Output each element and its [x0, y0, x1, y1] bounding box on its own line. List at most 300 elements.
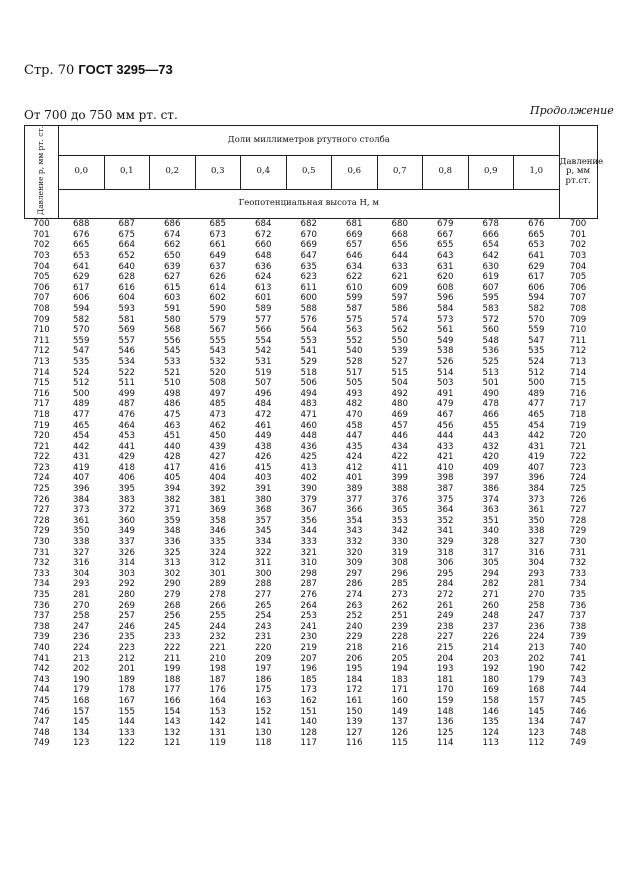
cell-value: 327 [73, 547, 90, 558]
cell-value: 428 [164, 452, 181, 463]
cell-value: 441 [118, 441, 135, 452]
cell-value: 666 [482, 229, 499, 240]
cell-value: 325 [164, 547, 181, 558]
height-cell [332, 484, 378, 537]
cell-value: 735 [569, 590, 587, 601]
cell-value: 343 [346, 526, 363, 537]
cell-value: 338 [73, 537, 90, 548]
height-cell [423, 696, 469, 749]
cell-value: 564 [300, 325, 317, 336]
cell-value: 741 [33, 653, 50, 664]
cell-value: 397 [482, 473, 499, 484]
page-header [24, 62, 173, 78]
height-cell [104, 378, 150, 431]
cell-value: 710 [33, 325, 50, 336]
cell-value: 252 [346, 611, 363, 622]
height-cell [286, 325, 332, 378]
cell-value: 709 [569, 314, 587, 325]
cell-value: 543 [209, 346, 226, 357]
cell-value: 723 [33, 462, 50, 473]
cell-value: 206 [346, 653, 363, 664]
cell-value: 249 [437, 611, 454, 622]
cell-value: 442 [73, 441, 90, 452]
cell-value: 704 [569, 261, 587, 272]
cell-value: 427 [209, 452, 226, 463]
cell-value: 728 [569, 515, 587, 526]
height-cell [514, 590, 560, 643]
cell-value: 568 [164, 325, 181, 336]
cell-value: 723 [569, 462, 587, 473]
cell-value: 560 [482, 325, 499, 336]
cell-value: 469 [391, 409, 408, 420]
cell-value: 556 [164, 335, 181, 346]
cell-value: 477 [528, 399, 545, 410]
cell-value: 514 [437, 367, 454, 378]
cell-value: 309 [346, 558, 363, 569]
cell-value: 461 [255, 420, 272, 431]
cell-value: 150 [346, 706, 363, 717]
cell-value: 440 [164, 441, 181, 452]
cell-value: 711 [33, 335, 50, 346]
cell-value: 501 [482, 378, 499, 389]
cell-value: 254 [255, 611, 272, 622]
cell-value: 727 [33, 505, 50, 516]
pressure-cell-left [25, 219, 59, 272]
cell-value: 614 [209, 282, 226, 293]
cell-value: 158 [482, 695, 499, 706]
height-cell [286, 431, 332, 484]
cell-value: 161 [346, 695, 363, 706]
cell-value: 163 [255, 695, 272, 706]
cell-value: 518 [300, 367, 317, 378]
cell-value: 350 [528, 515, 545, 526]
cell-value: 436 [300, 441, 317, 452]
height-cell [377, 484, 423, 537]
cell-value: 255 [209, 611, 226, 622]
cell-value: 628 [118, 272, 135, 283]
cell-value: 701 [33, 229, 50, 240]
cell-value: 361 [528, 505, 545, 516]
cell-value: 396 [528, 473, 545, 484]
cell-value: 559 [73, 335, 90, 346]
cell-value: 724 [33, 473, 50, 484]
cell-value: 580 [164, 314, 181, 325]
cell-value: 342 [391, 526, 408, 537]
cell-value: 653 [528, 240, 545, 251]
cell-value: 716 [569, 388, 587, 399]
cell-value: 334 [255, 537, 272, 548]
height-cell [59, 272, 105, 325]
cell-value: 192 [482, 664, 499, 675]
cell-value: 669 [300, 240, 317, 251]
height-cell [423, 431, 469, 484]
fraction-header: 0,0 [59, 155, 105, 189]
cell-value: 396 [73, 484, 90, 495]
cell-value: 577 [255, 314, 272, 325]
height-cell [468, 219, 514, 272]
cell-value: 711 [569, 335, 587, 346]
cell-value: 128 [300, 727, 317, 738]
cell-value: 114 [437, 738, 454, 749]
cell-value: 419 [528, 452, 545, 463]
height-cell [514, 484, 560, 537]
cell-value: 454 [528, 420, 545, 431]
cell-value: 145 [73, 717, 90, 728]
cell-value: 610 [346, 282, 363, 293]
cell-value: 745 [569, 695, 587, 706]
cell-value: 529 [300, 356, 317, 367]
cell-value: 376 [391, 494, 408, 505]
cell-value: 715 [33, 378, 50, 389]
cell-value: 318 [437, 547, 454, 558]
cell-value: 717 [33, 399, 50, 410]
cell-value: 476 [118, 409, 135, 420]
cell-value: 289 [209, 579, 226, 590]
cell-value: 420 [482, 452, 499, 463]
cell-value: 263 [346, 600, 363, 611]
cell-value: 247 [528, 611, 545, 622]
cell-value: 540 [346, 346, 363, 357]
cell-value: 386 [482, 484, 499, 495]
height-cell [195, 431, 241, 484]
cell-value: 739 [569, 632, 587, 643]
cell-value: 327 [528, 537, 545, 548]
cell-value: 669 [346, 229, 363, 240]
cell-value: 224 [528, 632, 545, 643]
cell-value: 582 [528, 303, 545, 314]
cell-value: 261 [437, 600, 454, 611]
height-cell [286, 696, 332, 749]
cell-value: 458 [346, 420, 363, 431]
cell-value: 620 [437, 272, 454, 283]
cell-value: 305 [482, 558, 499, 569]
cell-value: 330 [391, 537, 408, 548]
cell-value: 676 [73, 229, 90, 240]
cell-value: 373 [528, 494, 545, 505]
cell-value: 198 [209, 664, 226, 675]
cell-value: 738 [33, 621, 50, 632]
cell-value: 285 [391, 579, 408, 590]
cell-value: 582 [73, 314, 90, 325]
cell-value: 719 [569, 420, 587, 431]
cell-value: 230 [300, 632, 317, 643]
cell-value: 449 [255, 431, 272, 442]
cell-value: 505 [346, 378, 363, 389]
cell-value: 520 [209, 367, 226, 378]
cell-value: 487 [118, 399, 135, 410]
height-cell [195, 272, 241, 325]
cell-value: 714 [33, 367, 50, 378]
cell-value: 646 [346, 251, 363, 262]
cell-value: 205 [391, 653, 408, 664]
cell-value: 403 [255, 473, 272, 484]
height-cell [241, 590, 287, 643]
cell-value: 295 [437, 568, 454, 579]
cell-value: 573 [437, 314, 454, 325]
cell-value: 124 [482, 727, 499, 738]
cell-value: 251 [391, 611, 408, 622]
cell-value: 253 [300, 611, 317, 622]
cell-value: 535 [73, 356, 90, 367]
cell-value: 654 [482, 240, 499, 251]
cell-value: 701 [569, 229, 587, 240]
cell-value: 398 [437, 473, 454, 484]
cell-value: 243 [255, 621, 272, 632]
cell-value: 371 [164, 505, 181, 516]
cell-value: 356 [300, 515, 317, 526]
cell-value: 572 [482, 314, 499, 325]
cell-value: 117 [300, 738, 317, 749]
cell-value: 630 [482, 261, 499, 272]
cell-value: 718 [33, 409, 50, 420]
cell-value: 524 [528, 356, 545, 367]
cell-value: 604 [118, 293, 135, 304]
cell-value: 155 [118, 706, 135, 717]
cell-value: 404 [209, 473, 226, 484]
height-cell [332, 272, 378, 325]
cell-value: 470 [346, 409, 363, 420]
height-cell [104, 590, 150, 643]
cell-value: 421 [437, 452, 454, 463]
height-cell [423, 484, 469, 537]
cell-value: 262 [391, 600, 408, 611]
cell-value: 641 [528, 251, 545, 262]
cell-value: 297 [346, 568, 363, 579]
cell-value: 629 [73, 272, 90, 283]
cell-value: 175 [255, 685, 272, 696]
cell-value: 533 [164, 356, 181, 367]
cell-value: 482 [346, 399, 363, 410]
cell-value: 162 [300, 695, 317, 706]
cell-value: 113 [482, 738, 499, 749]
cell-value: 154 [164, 706, 181, 717]
cell-value: 235 [118, 632, 135, 643]
range-subtitle: От 700 до 750 мм рт. ст. [24, 108, 178, 122]
cell-value: 345 [255, 526, 272, 537]
cell-value: 444 [437, 431, 454, 442]
cell-value: 740 [33, 642, 50, 653]
fraction-header: 0,3 [195, 155, 241, 189]
table-row [25, 378, 598, 431]
cell-value: 233 [164, 632, 181, 643]
cell-value: 302 [164, 568, 181, 579]
height-cell [332, 219, 378, 272]
cell-value: 473 [209, 409, 226, 420]
cell-value: 350 [73, 526, 90, 537]
cell-value: 258 [528, 600, 545, 611]
height-cell [195, 378, 241, 431]
cell-value: 270 [73, 600, 90, 611]
cell-value: 681 [346, 219, 363, 230]
cell-value: 257 [118, 611, 135, 622]
cell-value: 485 [209, 399, 226, 410]
cell-value: 193 [437, 664, 454, 675]
cell-value: 594 [528, 293, 545, 304]
cell-value: 734 [33, 579, 50, 590]
cell-value: 525 [482, 356, 499, 367]
height-cell [195, 696, 241, 749]
cell-value: 201 [118, 664, 135, 675]
cell-value: 187 [209, 674, 226, 685]
cell-value: 358 [209, 515, 226, 526]
pressure-cell-right [559, 484, 597, 537]
cell-value: 567 [209, 325, 226, 336]
cell-value: 335 [209, 537, 226, 548]
cell-value: 447 [346, 431, 363, 442]
cell-value: 720 [569, 431, 587, 442]
cell-value: 224 [73, 642, 90, 653]
cell-value: 137 [391, 717, 408, 728]
fraction-header: 0,7 [377, 155, 423, 189]
cell-value: 363 [482, 505, 499, 516]
cell-value: 656 [391, 240, 408, 251]
cell-value: 245 [164, 621, 181, 632]
cell-value: 207 [300, 653, 317, 664]
cell-value: 664 [118, 240, 135, 251]
cell-value: 497 [209, 388, 226, 399]
cell-value: 170 [437, 685, 454, 696]
cell-value: 513 [482, 367, 499, 378]
cell-value: 159 [437, 695, 454, 706]
cell-value: 489 [528, 388, 545, 399]
cell-value: 633 [391, 261, 408, 272]
cell-value: 744 [569, 685, 587, 696]
cell-value: 185 [300, 674, 317, 685]
cell-value: 121 [164, 738, 181, 749]
height-cell [332, 431, 378, 484]
cell-value: 411 [391, 462, 408, 473]
cell-value: 348 [164, 526, 181, 537]
cell-value: 429 [118, 452, 135, 463]
cell-value: 559 [528, 325, 545, 336]
cell-value: 195 [346, 664, 363, 675]
cell-value: 522 [118, 367, 135, 378]
cell-value: 606 [73, 293, 90, 304]
cell-value: 706 [33, 282, 50, 293]
cell-value: 181 [437, 674, 454, 685]
cell-value: 733 [569, 568, 587, 579]
height-cell [332, 378, 378, 431]
cell-value: 674 [164, 229, 181, 240]
cell-value: 176 [209, 685, 226, 696]
cell-value: 359 [164, 515, 181, 526]
cell-value: 389 [346, 484, 363, 495]
height-cell [241, 219, 287, 272]
cell-value: 374 [482, 494, 499, 505]
cell-value: 148 [437, 706, 454, 717]
cell-value: 688 [73, 219, 90, 230]
cell-value: 536 [482, 346, 499, 357]
left-pressure-header: Давление р, мм рт. ст. [25, 126, 59, 219]
height-cell [104, 643, 150, 696]
cell-value: 593 [118, 303, 135, 314]
cell-value: 136 [437, 717, 454, 728]
cell-value: 391 [255, 484, 272, 495]
cell-value: 708 [33, 303, 50, 314]
cell-value: 319 [391, 547, 408, 558]
cell-value: 232 [209, 632, 226, 643]
cell-value: 687 [118, 219, 135, 230]
cell-value: 405 [164, 473, 181, 484]
fraction-header: 0,2 [150, 155, 196, 189]
cell-value: 326 [118, 547, 135, 558]
pressure-cell-left [25, 325, 59, 378]
cell-value: 126 [391, 727, 408, 738]
height-cell [59, 378, 105, 431]
cell-value: 661 [209, 240, 226, 251]
cell-value: 413 [300, 462, 317, 473]
cell-value: 218 [346, 642, 363, 653]
cell-value: 149 [391, 706, 408, 717]
pressure-cell-left [25, 696, 59, 749]
pressure-cell-left [25, 272, 59, 325]
cell-value: 199 [164, 664, 181, 675]
cell-value: 213 [528, 642, 545, 653]
cell-value: 478 [482, 399, 499, 410]
cell-value: 576 [300, 314, 317, 325]
height-cell [468, 378, 514, 431]
cell-value: 729 [33, 526, 50, 537]
cell-value: 504 [391, 378, 408, 389]
cell-value: 532 [209, 356, 226, 367]
cell-value: 332 [346, 537, 363, 548]
cell-value: 373 [73, 505, 90, 516]
cell-value: 280 [118, 590, 135, 601]
height-cell [332, 643, 378, 696]
cell-value: 547 [528, 335, 545, 346]
cell-value: 130 [255, 727, 272, 738]
cell-value: 127 [346, 727, 363, 738]
fraction-header: 0,5 [286, 155, 332, 189]
cell-value: 416 [209, 462, 226, 473]
cell-value: 380 [255, 494, 272, 505]
cell-value: 549 [437, 335, 454, 346]
cell-value: 221 [209, 642, 226, 653]
height-cell [468, 484, 514, 537]
cell-value: 615 [164, 282, 181, 293]
cell-value: 244 [209, 621, 226, 632]
cell-value: 700 [569, 219, 587, 230]
cell-value: 194 [391, 664, 408, 675]
cell-value: 606 [528, 282, 545, 293]
height-cell [514, 378, 560, 431]
cell-value: 303 [118, 568, 135, 579]
cell-value: 173 [300, 685, 317, 696]
cell-value: 153 [209, 706, 226, 717]
cell-value: 157 [528, 695, 545, 706]
cell-value: 123 [528, 727, 545, 738]
height-cell [286, 219, 332, 272]
cell-value: 196 [300, 664, 317, 675]
cell-value: 624 [255, 272, 272, 283]
cell-value: 219 [300, 642, 317, 653]
cell-value: 203 [482, 653, 499, 664]
cell-value: 377 [346, 494, 363, 505]
cell-value: 368 [255, 505, 272, 516]
cell-value: 256 [164, 611, 181, 622]
height-cell [150, 696, 196, 749]
cell-value: 721 [33, 441, 50, 452]
cell-value: 649 [209, 251, 226, 262]
cell-value: 720 [33, 431, 50, 442]
cell-value: 581 [118, 314, 135, 325]
cell-value: 647 [300, 251, 317, 262]
cell-value: 313 [164, 558, 181, 569]
cell-value: 183 [391, 674, 408, 685]
cell-value: 226 [482, 632, 499, 643]
cell-value: 724 [569, 473, 587, 484]
cell-value: 240 [346, 621, 363, 632]
